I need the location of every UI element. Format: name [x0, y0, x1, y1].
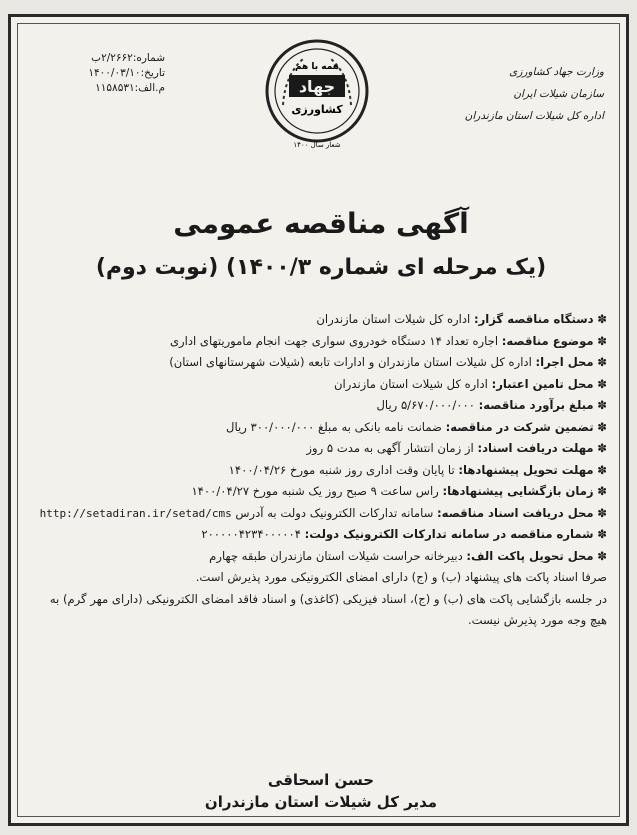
- bullet: ✽: [597, 355, 607, 369]
- organization-block: [404, 61, 604, 127]
- letter-date: تاریخ:۱۴۰۰/۰۳/۱۰: [88, 67, 165, 79]
- note-physical-documents: در جلسه بازگشایی پاکت های (ب) و (ج)، اسناد فیزیکی (کاغذی) و اسناد فاقد امضای الکترونیکی (دارای مهر گرم) به هیچ وجه مورد پذیرش نیست.: [49, 591, 607, 627]
- bullet: ✽: [597, 462, 607, 477]
- item-value: اجاره تعداد ۱۴ دستگاه خودروی سواری جهت انجام ماموریتهای اداری: [169, 333, 502, 348]
- item-opening-time: [35, 481, 607, 503]
- item-document-deadline: [35, 438, 607, 460]
- notice-title: آگهی مناقصه عمومی: [173, 207, 469, 240]
- item-value: ۵/۶۷۰/۰۰۰/۰۰۰ ریال: [376, 398, 479, 412]
- item-label: موضوع مناقصه:: [501, 333, 594, 348]
- item-document-source: [35, 503, 607, 525]
- item-label: محل تامین اعتبار:: [491, 376, 594, 391]
- setad-link[interactable]: http://setadiran.ir/setad/cms: [39, 506, 232, 520]
- item-value: دبیرخانه حراست شیلات استان مازندران طبقه چهارم: [209, 548, 467, 563]
- item-envelope-delivery: [35, 546, 607, 568]
- item-label: محل اجرا:: [535, 355, 594, 369]
- item-label: محل تحویل پاکت الف:: [466, 548, 594, 563]
- item-value: اداره کل شیلات استان مازندران و ادارات تابعه (شیلات شهرستانهای استان): [169, 355, 536, 369]
- item-execution-location: [35, 352, 607, 374]
- item-label: دستگاه مناقصه گزار:: [473, 312, 594, 326]
- signatory-role: مدیر کل شیلات استان مازندران: [204, 793, 438, 811]
- bullet: ✽: [597, 398, 607, 412]
- logo-top-text: همه با هم: [294, 62, 340, 72]
- bullet: ✽: [597, 505, 607, 520]
- item-participation-guarantee: [35, 417, 607, 439]
- notice-page: [8, 14, 629, 826]
- logo-sub-text: کشاورزی: [291, 103, 343, 116]
- bullet: ✽: [597, 376, 607, 391]
- logo-main-text: جهاد: [298, 77, 336, 96]
- notice-body: [35, 309, 607, 632]
- item-value: اداره کل شیلات استان مازندران: [334, 376, 492, 391]
- bullet: ✽: [597, 484, 607, 498]
- item-tender-subject: [35, 331, 607, 353]
- notice-subtitle: (یک مرحله ای شماره ۱۴۰۰/۳) (نوبت دوم): [95, 255, 547, 280]
- org-ministry: وزارت جهاد کشاورزی: [509, 66, 604, 78]
- item-value: ۲۰۰۰۰۰۴۲۳۴۰۰۰۰۰۴: [201, 527, 305, 541]
- item-label: مبلغ برآورد مناقصه:: [478, 398, 594, 412]
- bullet: ✽: [597, 548, 607, 563]
- item-value: راس ساعت ۹ صبح روز یک شنبه مورخ ۱۴۰۰/۰۴/۲۷: [191, 484, 443, 498]
- org-organization: سازمان شیلات ایران: [513, 88, 604, 100]
- bullet: ✽: [597, 333, 607, 348]
- logo-ring-text: شعار سال ۱۴۰۰: [293, 141, 341, 149]
- item-value: سامانه تدارکات الکترونیک دولت به آدرس: [235, 505, 438, 520]
- item-value: ضمانت نامه بانکی به مبلغ ۳۰۰/۰۰۰/۰۰۰ ریال: [226, 419, 446, 434]
- letter-number: شماره:۲/۲۶۶۲ب: [91, 52, 165, 64]
- item-label: مهلت تحویل پیشنهادها:: [458, 462, 594, 477]
- item-value: اداره کل شیلات استان مازندران: [316, 312, 474, 326]
- jihad-keshavarzi-logo: [263, 35, 371, 153]
- item-label: زمان بازگشایی پیشنهادها:: [442, 484, 594, 498]
- bullet: ✽: [597, 527, 607, 541]
- item-submission-deadline: [35, 460, 607, 482]
- signature-block: [51, 769, 591, 813]
- bullet: ✽: [597, 441, 607, 455]
- item-label: شماره مناقصه در سامانه تدارکات الکترونیک دولت:: [304, 527, 594, 541]
- item-label: محل دریافت اسناد مناقصه:: [437, 505, 594, 520]
- item-funding-source: [35, 374, 607, 396]
- org-department: اداره کل شیلات استان مازندران: [464, 110, 604, 122]
- bullet: ✽: [597, 419, 607, 434]
- item-value: از زمان انتشار آگهی به مدت ۵ روز: [306, 441, 478, 455]
- bullet: ✽: [597, 312, 607, 326]
- item-tender-organizer: [35, 309, 607, 331]
- item-label: تضمین شرکت در مناقصه:: [445, 419, 594, 434]
- letter-ref: م.الف:۱۱۵۸۵۳۱: [95, 82, 165, 94]
- item-tender-number: [35, 524, 607, 546]
- item-estimated-amount: [35, 395, 607, 417]
- note-electronic-signature: صرفا اسناد پاکت های پیشنهاد (ب) و (ج) دارای امضای الکترونیکی مورد پذیرش است.: [195, 570, 607, 584]
- item-value: تا پایان وقت اداری روز شنبه مورخ ۱۴۰۰/۰۴/۲۶: [228, 462, 459, 477]
- item-label: مهلت دریافت اسناد:: [477, 441, 594, 455]
- reference-block: [25, 51, 165, 96]
- signatory-name: حسن اسحاقی: [267, 771, 375, 789]
